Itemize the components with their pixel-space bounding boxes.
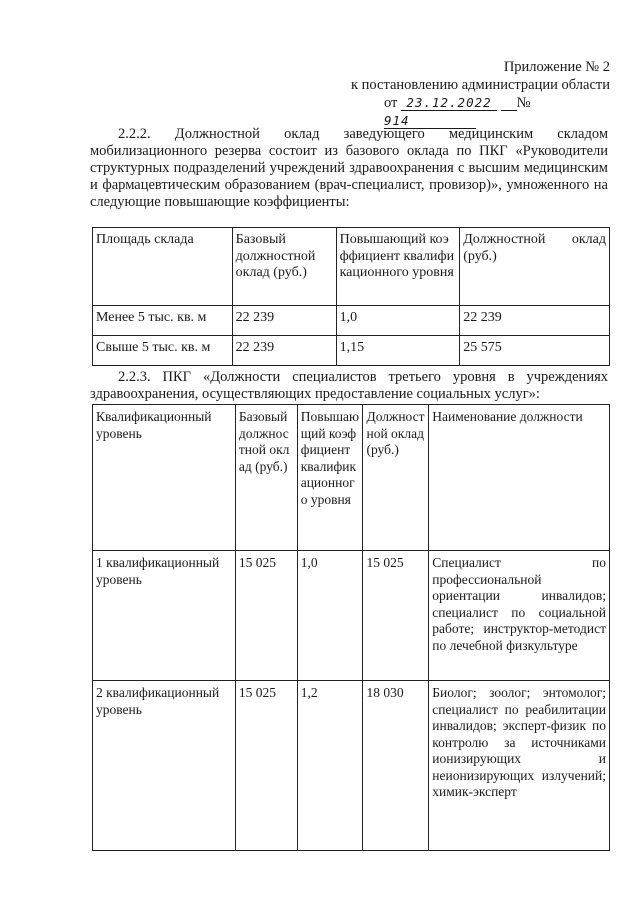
table-header-cell: Повышающий коэффициент квалификационного уровня xyxy=(336,228,460,306)
table-cell: 1,2 xyxy=(297,681,363,851)
table-cell: 15 025 xyxy=(363,551,429,681)
section-2-2-3-text: 2.2.3. ПКГ «Должности специалистов третьего уровня в учреждениях здравоохранения, осуществляющих предоставление социальных услуг»: xyxy=(90,369,608,402)
appendix-reference: к постановлению администрации области xyxy=(350,77,610,93)
appendix-header xyxy=(351,58,610,130)
table-header-cell: Должностной оклад (руб.) xyxy=(363,405,429,551)
table-cell: 25 575 xyxy=(460,336,610,366)
warehouse-salary-table xyxy=(92,227,610,366)
table-cell: Специалист по профессиональной ориентации инвалидов; специалист по социальной работе; инструктор-методист по лечебной физкультуре xyxy=(429,551,610,681)
table-header-cell: Площадь склада xyxy=(93,228,233,306)
table-cell: 22 239 xyxy=(232,336,336,366)
specialist-salary-table xyxy=(92,404,610,851)
table-cell: Менее 5 тыс. кв. м xyxy=(93,306,233,336)
table-header-row xyxy=(93,228,610,306)
table-cell: 15 025 xyxy=(235,551,297,681)
number-prefix: № xyxy=(516,95,531,111)
appendix-title: Приложение № 2 xyxy=(503,59,610,75)
table-row xyxy=(93,681,610,851)
date-value: 23.12.2022 xyxy=(401,95,497,111)
table-cell: 1 квалификационный уровень xyxy=(93,551,236,681)
table-row xyxy=(93,336,610,366)
table-header-cell: Должностной оклад (руб.) xyxy=(460,228,610,306)
date-prefix: от xyxy=(384,95,398,111)
table-header-cell: Наименование должности xyxy=(429,405,610,551)
table-header-cell: Квалификационный уровень xyxy=(93,405,236,551)
section-2-2-3 xyxy=(90,369,608,403)
table-cell: Биолог; зоолог; энтомолог; специалист по реабилитации инвалидов; эксперт-физик по контролю за источниками ионизирующих и неионизирующих излучений; химик-эксперт xyxy=(429,681,610,851)
table-cell: 2 квалификационный уровень xyxy=(93,681,236,851)
table-cell: 22 239 xyxy=(232,306,336,336)
section-2-2-2 xyxy=(90,126,608,211)
table-cell: 18 030 xyxy=(363,681,429,851)
table-header-cell: Базовый должностной оклад (руб.) xyxy=(235,405,297,551)
appendix-date-line xyxy=(384,94,610,130)
table-cell: 1,0 xyxy=(336,306,460,336)
table-cell: 22 239 xyxy=(460,306,610,336)
number-value: 914 xyxy=(384,113,476,129)
date-underline-gap xyxy=(501,95,517,111)
table-row xyxy=(93,306,610,336)
table-cell: 1,15 xyxy=(336,336,460,366)
table-cell: 15 025 xyxy=(235,681,297,851)
table-cell: Свыше 5 тыс. кв. м xyxy=(93,336,233,366)
table-header-cell: Базовый должностной оклад (руб.) xyxy=(232,228,336,306)
table-header-row xyxy=(93,405,610,551)
table-row xyxy=(93,551,610,681)
section-2-2-2-text: 2.2.2. Должностной оклад заведующего медицинским складом мобилизационного резерва состоит из базового оклада по ПКГ «Руководители структурных подразделений учреждений здравоохранения с высшим медицинским и фармацевтическим образованием (врач-специалист, провизор)», умноженного на следующие повышающие коэффициенты: xyxy=(90,126,608,210)
table-header-cell: Повышающий коэффициент квалификационного уровня xyxy=(297,405,363,551)
table-cell: 1,0 xyxy=(297,551,363,681)
